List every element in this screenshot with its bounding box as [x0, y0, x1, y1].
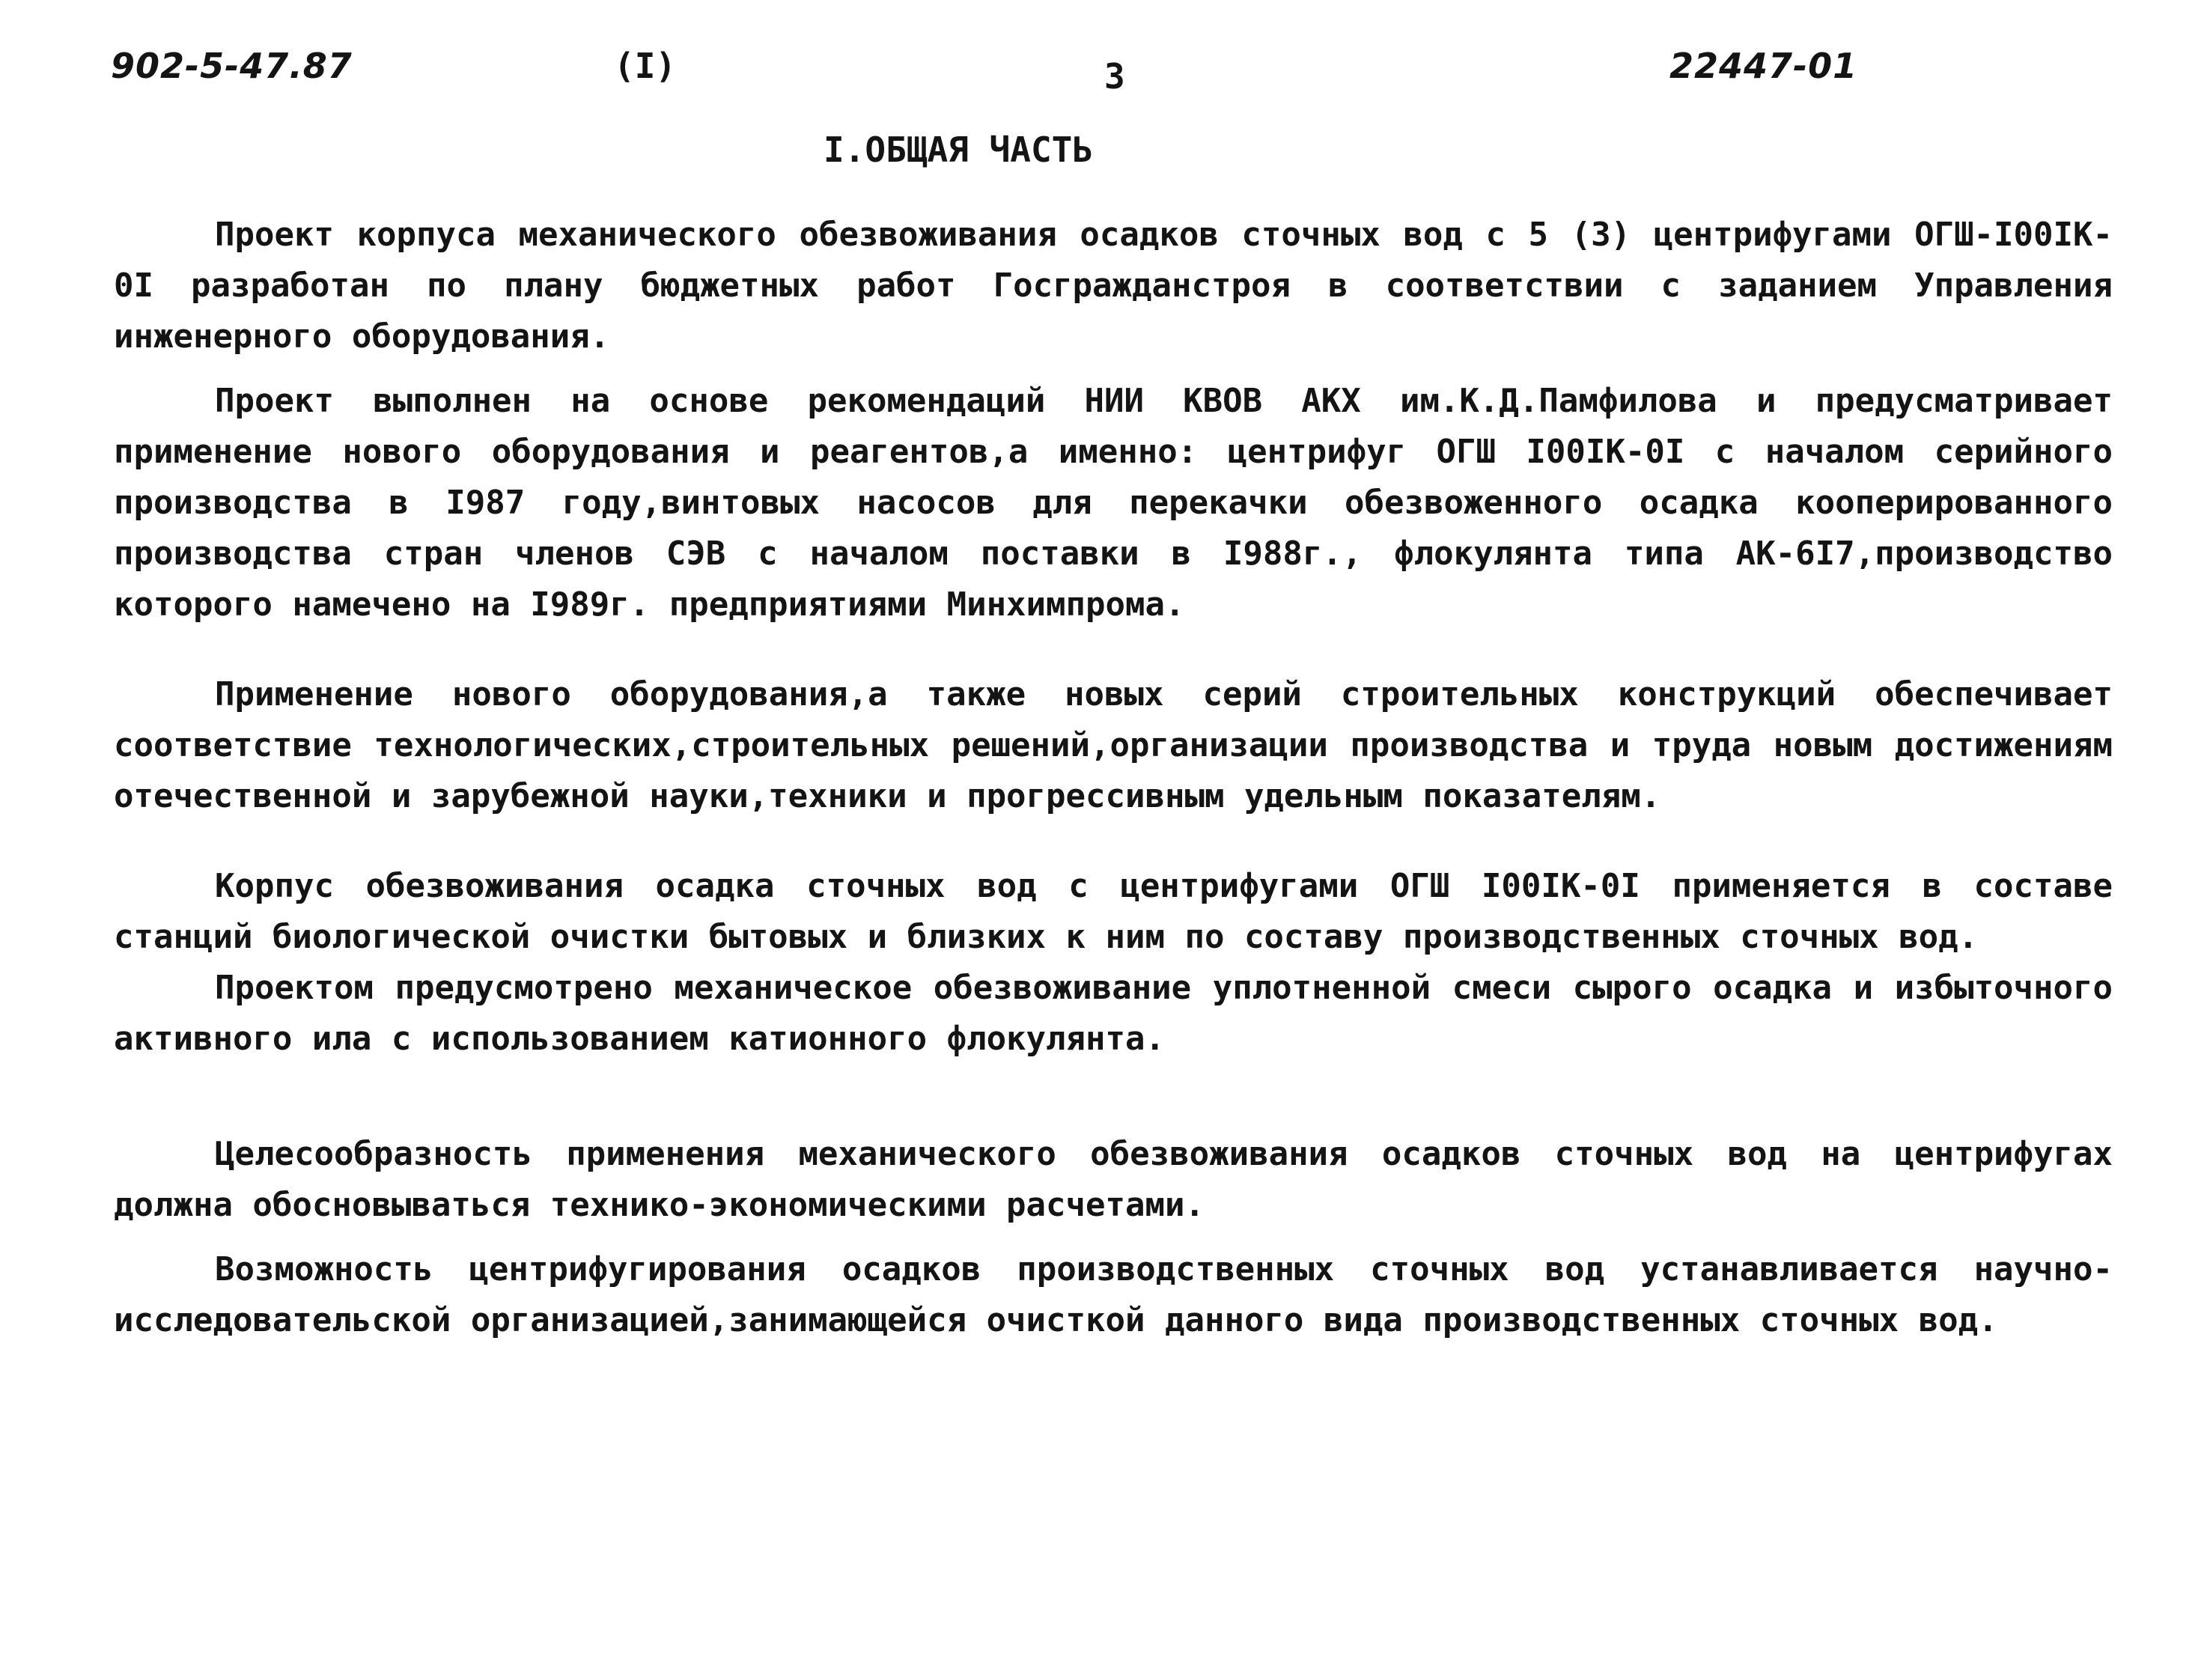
paragraph-application: Корпус обезвоживания осадка сточных вод с центрифугами ОГШ I00IK-0I применяется в составе станций биологической очистки бытовых и близких к ним по составу производственных сточных вод. [114, 867, 2113, 956]
page-number: 3 [1104, 56, 1125, 97]
paragraph-dewatering: Проектом предусмотрено механическое обезвоживание уплотненной смеси сырого осадка и избыточного активного ила с использованием катионного флокулянта. [114, 969, 2113, 1058]
document-body [114, 210, 2113, 1346]
section-title: I.ОБЩАЯ ЧАСТЬ [824, 130, 1094, 170]
inventory-number: 22447-01 [1669, 46, 1858, 86]
paragraph-research: Возможность центрифугирования осадков производственных сточных вод устанавливается научно-исследовательской организацией,занимающейся очисткой данного вида производственных сточных вод. [114, 1250, 2113, 1339]
sheet-mark: (I) [614, 46, 677, 86]
paragraph-project-basis: Проект корпуса механического обезвоживания осадков сточных вод с 5 (3) центрифугами ОГШ-I00IK-0I разработан по плану бюджетных работ Госгражданстроя в соответствии с заданием Управления инженерного оборудования. [114, 216, 2113, 356]
document-code: 902-5-47.87 [111, 46, 353, 86]
paragraph-feasibility: Целесообразность применения механического обезвоживания осадков сточных вод на центрифугах должна обосновываться технико-экономическими расчетами. [114, 1135, 2113, 1224]
paragraph-new-equipment: Применение нового оборудования,а также новых серий строительных конструкций обеспечивает соответствие технологических,строительных решений,организации производства и труда новым достижениям отечественной и зарубежной науки,техники и прогрессивным удельным показателям. [114, 675, 2113, 815]
paragraph-recommendations: Проект выполнен на основе рекомендаций НИИ КВОВ АКХ им.К.Д.Памфилова и предусматривает применение нового оборудования и реагентов,а именно: центрифуг ОГШ I00IK-0I с началом серийного производства в I987 году,винтовых насосов для перекачки обезвоженного осадка кооперированного производства стран членов СЭВ с началом поставки в I988г., флокулянта типа АК-6I7,производство которого намечено на I989г. предприятиями Минхимпрома. [114, 382, 2113, 624]
